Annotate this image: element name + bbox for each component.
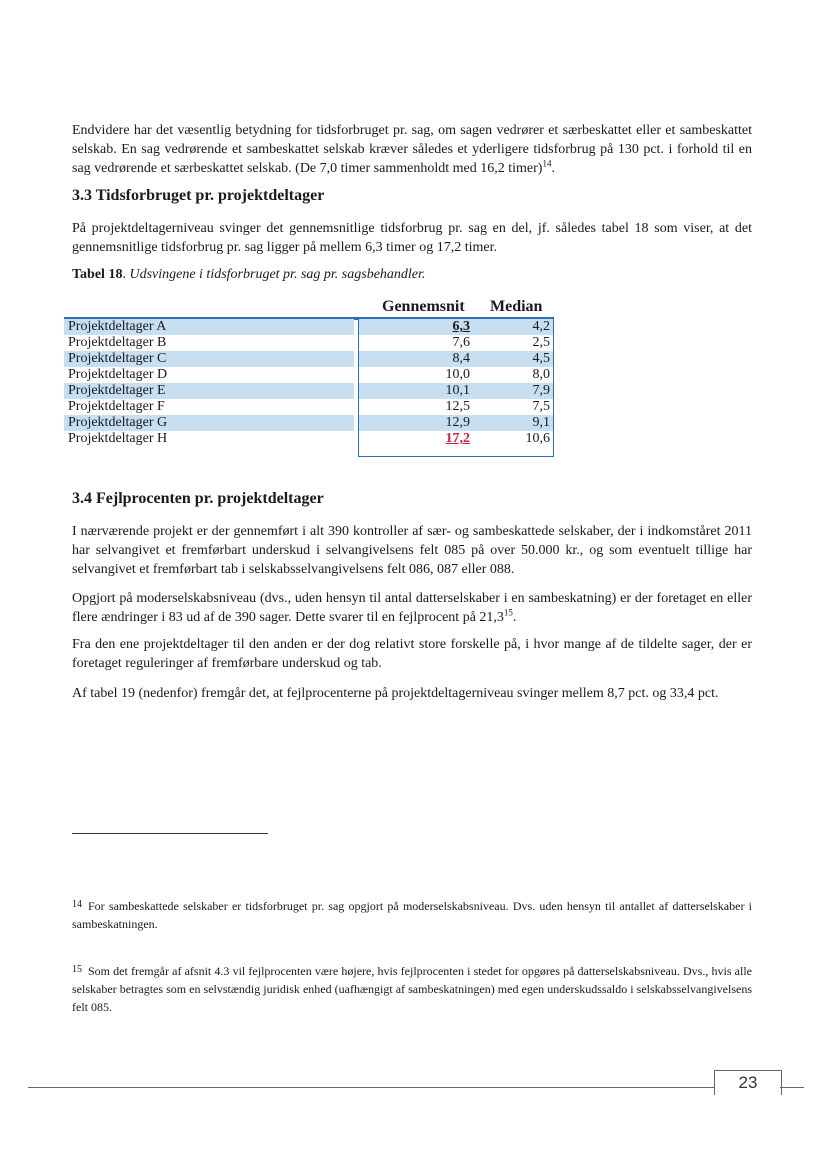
section-3-4-paragraph-3: Fra den ene projektdeltager til den anden er der dog relativt store forskelle på, i hvor mange af de tildelte sager, der er foretaget reguleringer af fremførbare underskud og tab. — [72, 637, 752, 671]
section-3-3-heading: 3.3 Tidsforbruget pr. projektdeltager — [72, 187, 325, 204]
value-cells — [358, 383, 554, 399]
value-cells — [358, 335, 554, 351]
row-label: Projektdeltager A — [64, 319, 354, 335]
p2-text: Opgjort på moderselskabsniveau (dvs., uden hensyn til antal datterselskaber i en sambeskatning) er der foretaget en eller flere ændringer i 83 ud af de 390 sager. Dette svarer til en fejlprocent på 21,3 — [72, 591, 752, 625]
intro-end: . — [551, 161, 555, 176]
row-label: Projektdeltager C — [64, 351, 354, 367]
value-cells — [358, 367, 554, 383]
table-18-title: Udsvingene i tidsforbruget pr. sag pr. sagsbehandler. — [129, 267, 426, 282]
footnote-14-text: For sambeskattede selskaber er tidsforbruget pr. sag opgjort på moderselskabsniveau. Dvs. uden hensyn til antallet af datterselskaber i sambeskatningen. — [72, 899, 752, 931]
gennemsnit-value-min: 6,3 — [452, 319, 470, 334]
column-header-median: Median — [490, 298, 543, 315]
gennemsnit-value: 8,4 — [452, 351, 470, 366]
value-box-bottom-border — [358, 456, 554, 457]
footnote-ref-15[interactable]: 15 — [503, 607, 513, 618]
section-3-4-paragraph-2 — [72, 589, 752, 627]
footer-rule — [28, 1087, 714, 1088]
table-row — [64, 415, 554, 431]
median-value: 4,2 — [532, 319, 550, 334]
table-row — [64, 319, 554, 335]
caption-separator: . — [122, 267, 130, 282]
table-row — [64, 351, 554, 367]
value-cells — [358, 351, 554, 367]
row-label: Projektdeltager G — [64, 415, 354, 431]
row-label: Projektdeltager D — [68, 367, 168, 382]
gennemsnit-value: 7,6 — [452, 335, 470, 350]
table-row — [64, 431, 554, 447]
row-label: Projektdeltager H — [68, 431, 168, 446]
value-cells — [358, 431, 554, 447]
median-value: 9,1 — [532, 415, 550, 430]
median-value: 2,5 — [532, 335, 550, 350]
table-body — [64, 319, 554, 447]
column-header-gennemsnit: Gennemsnit — [382, 298, 465, 315]
table-row — [64, 335, 554, 351]
page-number-box — [714, 1070, 782, 1095]
row-label: Projektdeltager E — [64, 383, 354, 399]
gennemsnit-value: 12,9 — [445, 415, 470, 430]
section-3-4-paragraph-1: I nærværende projekt er der gennemført i alt 390 kontroller af sær- og sambeskattede selskaber, der i indkomståret 2011 har selvangivet et fremførbart underskud i selvangivelsens felt 085 på over 50.000 kr., og som eventuelt tillige har selvangivet et fremførbart tab i selskabsselvangivelsens felt 086, 087 eller 088. — [72, 524, 752, 577]
median-value: 7,9 — [532, 383, 550, 398]
row-label: Projektdeltager F — [68, 399, 165, 414]
table-row — [64, 367, 554, 383]
value-box-right-border — [553, 319, 554, 457]
page-number: 23 — [738, 1073, 758, 1092]
table-18-caption — [72, 266, 425, 284]
gennemsnit-value-max: 17,2 — [445, 431, 470, 446]
footnote-14-number: 14 — [72, 899, 82, 910]
footnote-15-text: Som det fremgår af afsnit 4.3 vil fejlprocenten være højere, hvis fejlprocenten i stedet for opgøres på datterselskabsniveau. Dvs., hvis alle selskaber betragtes som en selvstændig juridisk enhed (uafhængigt af sambeskatningen) med egen underskudssaldo i selskabsselvangivelsens felt 085. — [72, 964, 752, 1014]
median-value: 7,5 — [532, 399, 550, 414]
footer-rule-tail — [780, 1087, 804, 1088]
value-cells — [358, 319, 554, 335]
value-cells — [358, 399, 554, 415]
gennemsnit-value: 10,1 — [445, 383, 470, 398]
table-18 — [64, 297, 560, 463]
footnote-ref-14[interactable]: 14 — [542, 158, 552, 169]
section-3-4-heading: 3.4 Fejlprocenten pr. projektdeltager — [72, 490, 324, 507]
footnote-15 — [72, 962, 752, 1016]
value-cells — [358, 415, 554, 431]
section-3-3-paragraph: På projektdeltagerniveau svinger det gennemsnitlige tidsforbrug pr. sag en del, jf. således tabel 18 som viser, at det gennemsnitlige tidsforbrug pr. sag ligger på mellem 6,3 timer og 17,2 timer. — [72, 221, 752, 255]
median-value: 8,0 — [532, 367, 550, 382]
intro-paragraph — [72, 121, 752, 178]
p2-end: . — [512, 610, 517, 625]
section-3-4-paragraph-4: Af tabel 19 (nedenfor) fremgår det, at fejlprocenterne på projektdeltagerniveau svinger mellem 8,7 pct. og 33,4 pct. — [72, 686, 719, 701]
value-box-left-border — [358, 319, 359, 457]
median-value: 10,6 — [525, 431, 550, 446]
footnote-14 — [72, 897, 752, 933]
gennemsnit-value: 10,0 — [445, 367, 470, 382]
footnote-15-number: 15 — [72, 964, 82, 975]
table-row — [64, 399, 554, 415]
table-18-label: Tabel 18 — [72, 267, 123, 282]
intro-text: Endvidere har det væsentlig betydning for tidsforbruget pr. sag, om sagen vedrører et særbeskattet eller et sambeskattet selskab. En sag vedrørende et sambeskattet selskab kræver således et yderligere tidsforbrug på 130 pct. i forhold til en sag vedrørende et særbeskattet selskab. (De 7,0 timer sammenholdt med 16,2 timer) — [72, 123, 752, 176]
row-label: Projektdeltager B — [68, 335, 167, 350]
gennemsnit-value: 12,5 — [445, 399, 470, 414]
footnote-separator — [72, 833, 268, 834]
median-value: 4,5 — [532, 351, 550, 366]
table-row — [64, 383, 554, 399]
